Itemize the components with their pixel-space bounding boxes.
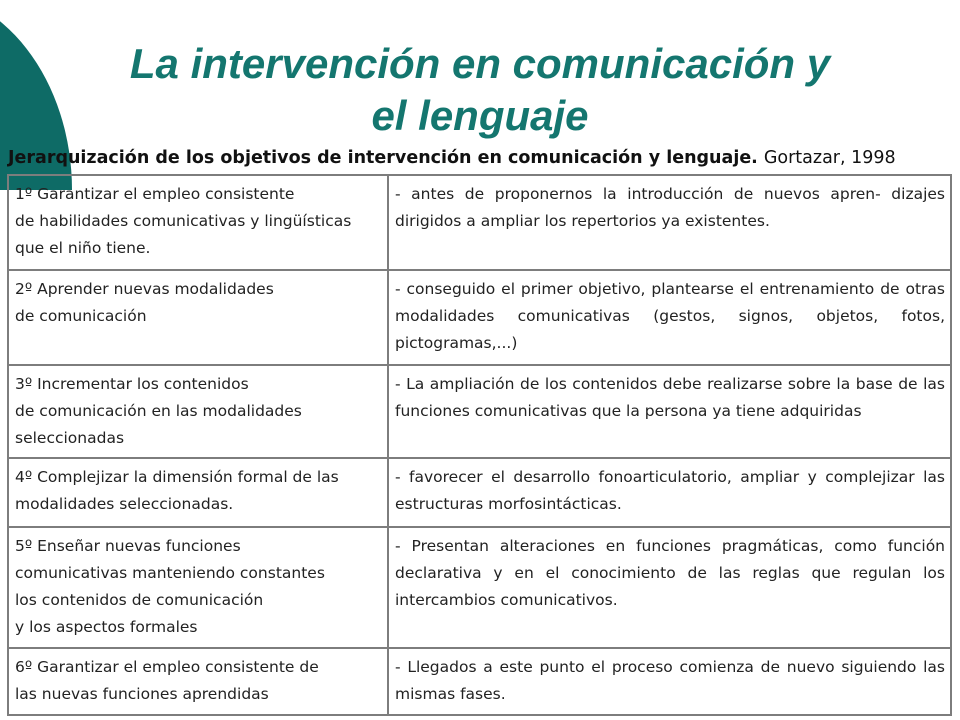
objective-line: de comunicación — [15, 307, 147, 325]
table-caption — [8, 148, 953, 168]
objectives-table — [7, 174, 952, 716]
caption-heading: Jerarquización de los objetivos de intervención en comunicación y lenguaje. — [8, 148, 758, 168]
objective-line: de comunicación en las modalidades — [15, 402, 302, 420]
objective-line: comunicativas manteniendo constantes — [15, 564, 325, 582]
title-line-2: el lenguaje — [371, 92, 589, 139]
table-row — [8, 270, 951, 365]
objective-cell — [8, 270, 388, 365]
page-title — [70, 38, 890, 142]
table-row — [8, 365, 951, 458]
title-line-1: La intervención en comunicación y — [129, 40, 831, 87]
objective-line: modalidades seleccionadas. — [15, 495, 234, 513]
objective-cell — [8, 365, 388, 458]
objective-cell — [8, 458, 388, 527]
objective-line: 1º Garantizar el empleo consistente — [15, 185, 295, 203]
objective-line: 3º Incrementar los contenidos — [15, 375, 249, 393]
objective-cell — [8, 648, 388, 715]
objective-cell — [8, 175, 388, 270]
objective-line: 6º Garantizar el empleo consistente de — [15, 658, 319, 676]
objective-line: que el niño tiene. — [15, 239, 151, 257]
objective-line: los contenidos de comunicación — [15, 591, 264, 609]
objective-cell — [8, 527, 388, 648]
objective-line: seleccionadas — [15, 429, 125, 447]
description-cell: - Llegados a este punto el proceso comienza de nuevo siguiendo las mismas fases. — [388, 648, 951, 715]
description-cell: - antes de proponernos la introducción de nuevos apren- dizajes dirigidos a ampliar los repertorios ya existentes. — [388, 175, 951, 270]
objective-line: y los aspectos formales — [15, 618, 198, 636]
objective-line: de habilidades comunicativas y lingüísticas — [15, 212, 352, 230]
caption-source: Gortazar, 1998 — [763, 148, 896, 168]
objective-line: 2º Aprender nuevas modalidades — [15, 280, 274, 298]
description-cell: - Presentan alteraciones en funciones pragmáticas, como función declarativa y en el conocimiento de las reglas que regulan los intercambios comunicativos. — [388, 527, 951, 648]
objective-line: las nuevas funciones aprendidas — [15, 685, 269, 703]
objective-line: 4º Complejizar la dimensión formal de las — [15, 468, 339, 486]
description-cell: - La ampliación de los contenidos debe realizarse sobre la base de las funciones comunicativas que la persona ya tiene adquiridas — [388, 365, 951, 458]
table-row — [8, 527, 951, 648]
table-row — [8, 175, 951, 270]
description-cell: - conseguido el primer objetivo, plantearse el entrenamiento de otras modalidades comunicativas (gestos, signos, objetos, fotos, pictogramas,...) — [388, 270, 951, 365]
objective-line: 5º Enseñar nuevas funciones — [15, 537, 241, 555]
table-row — [8, 458, 951, 527]
description-cell: - favorecer el desarrollo fonoarticulatorio, ampliar y complejizar las estructuras morfosintácticas. — [388, 458, 951, 527]
table-row — [8, 648, 951, 715]
